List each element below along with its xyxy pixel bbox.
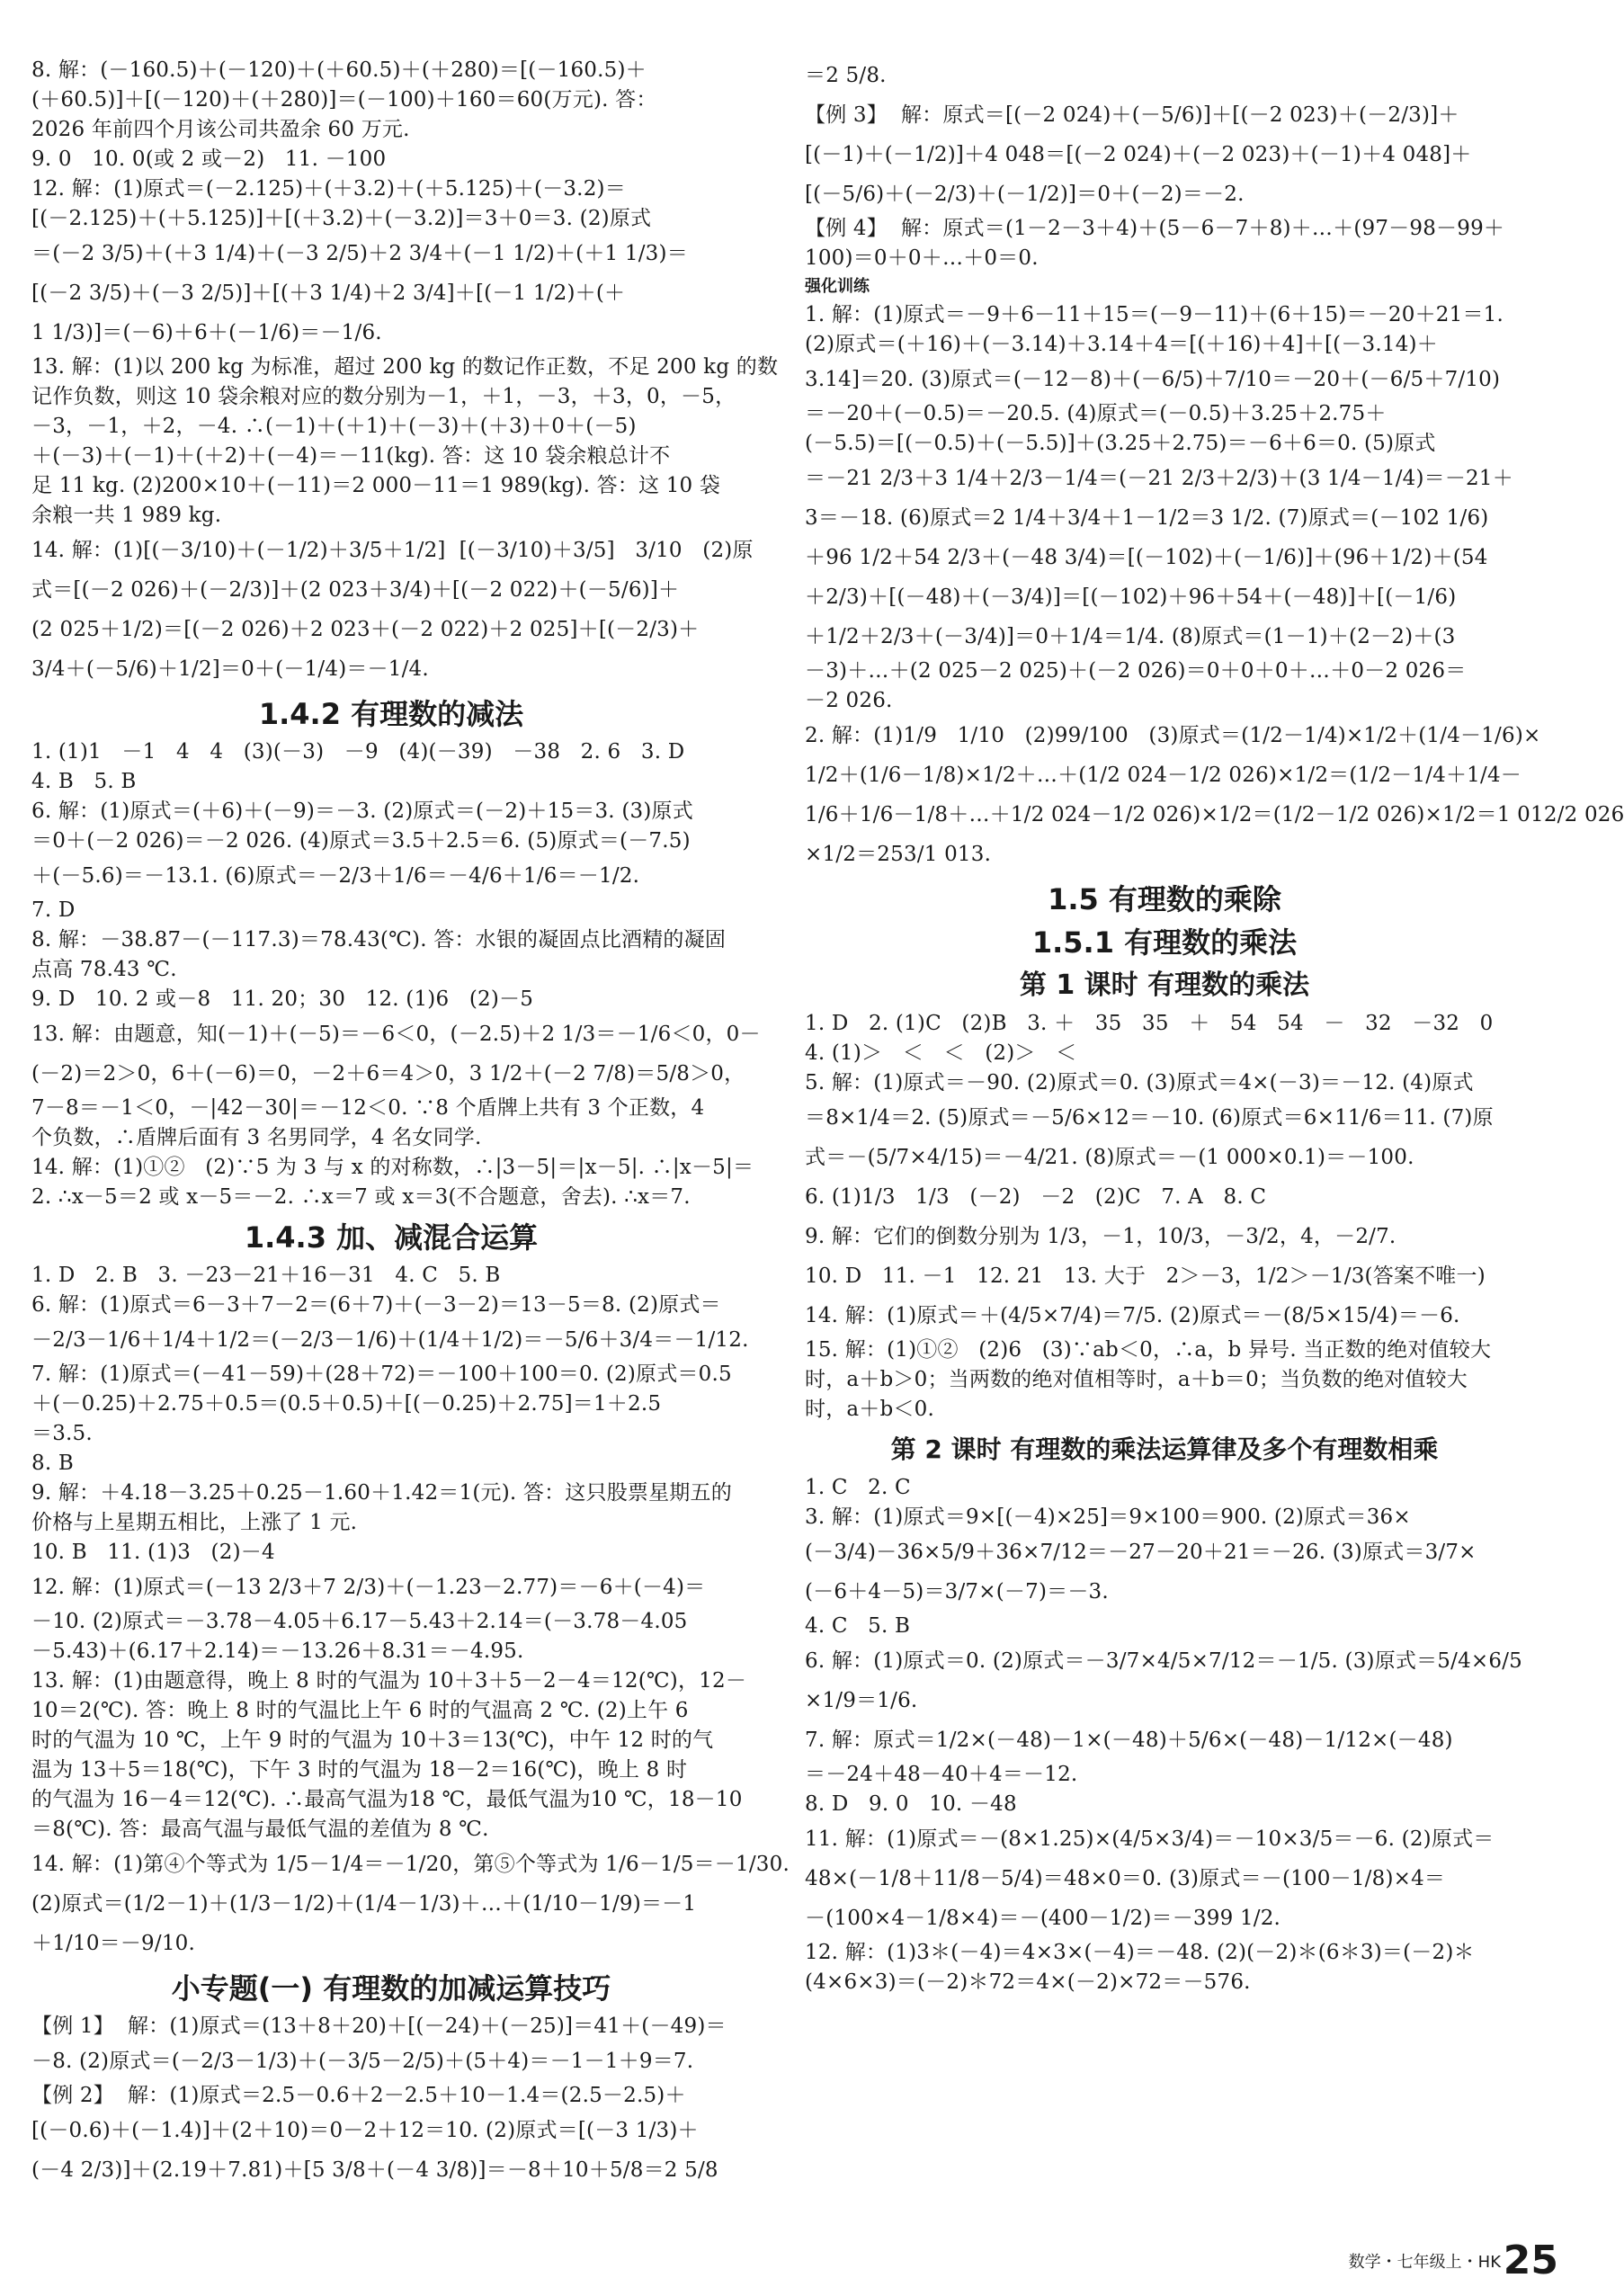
answer-line: 14. 解：(1)原式＝＋(4/5×7/4)＝7/5. (2)原式＝－(8/5×15/4)＝－6.	[805, 1304, 1460, 1327]
section-title-1-4-3: 1.4.3 加、减混合运算	[244, 1220, 539, 1255]
answer-line: ＝－24＋48－40＋4＝－12.	[805, 1763, 1078, 1786]
answer-line: 的气温为 16－4＝12(℃). ∴最高气温为18 ℃，最低气温为10 ℃，18－10	[31, 1788, 743, 1811]
answer-line: 足 11 kg. (2)200×10＋(－11)＝2 000－11＝1 989(kg). 答：这 10 袋	[31, 474, 721, 497]
answer-line: 3/4＋(－5/6)＋1/2]＝0＋(－1/4)＝－1/4.	[31, 657, 429, 681]
answer-line: 14. 解：(1)第④个等式为 1/5－1/4＝－1/20，第⑤个等式为 1/6－1/5＝－1/30.	[31, 1853, 790, 1876]
answer-line: 1/6＋1/6－1/8＋…＋1/2 024－1/2 026)×1/2＝(1/2－1/2 026)×1/2＝1 012/2 026	[805, 803, 1624, 826]
answer-line: 13. 解：(1)由题意得，晚上 8 时的气温为 10＋3＋5－2－4＝12(℃)，12－	[31, 1669, 747, 1693]
right-column	[805, 56, 1624, 1997]
answer-line: (－2)＝2＞0，6＋(－6)＝0，－2＋6＝4＞0，3 1/2＋(－2 7/8)＝5/8＞0，	[31, 1062, 745, 1085]
answer-line: 2. 解：(1)1/9 1/10 (2)99/100 (3)原式＝(1/2－1/4)×1/2＋(1/4－1/6)×	[805, 724, 1541, 747]
answer-line: 8. B	[31, 1452, 74, 1475]
answer-line: 7. 解：原式＝1/2×(－48)－1×(－48)＋5/6×(－48)－1/12×(－48)	[805, 1729, 1453, 1752]
answer-line: ＝8×1/4＝2. (5)原式＝－5/6×12＝－10. (6)原式＝6×11/6＝11. (7)原	[805, 1106, 1494, 1130]
section-title-1-4-2: 1.4.2 有理数的减法	[258, 697, 524, 731]
answer-line: 5. 解：(1)原式＝－90. (2)原式＝0. (3)原式＝4×(－3)＝－12. (4)原式	[805, 1071, 1474, 1094]
answer-line: －2/3－1/6＋1/4＋1/2＝(－2/3－1/6)＋(1/4＋1/2)＝－5/6＋3/4＝－1/12.	[31, 1328, 749, 1352]
lesson-title-1: 第 1 课时 有理数的乘法	[1019, 969, 1310, 1001]
answer-line: 6. (1)1/3 1/3 (－2) －2 (2)C 7. A 8. C	[805, 1185, 1267, 1209]
answer-line: 1. D 2. B 3. －23－21＋16－31 4. C 5. B	[31, 1264, 501, 1287]
answer-line: (2)原式＝(＋16)＋(－3.14)＋3.14＋4＝[(＋16)＋4]＋[(－3.14)＋	[805, 333, 1438, 356]
left-block-2	[31, 737, 761, 1212]
section-title-1-5: 1.5 有理数的乘除	[1048, 882, 1281, 916]
answer-line: 3＝－18. (6)原式＝2 1/4＋3/4＋1－1/2＝3 1/2. (7)原式＝(－102 1/6)	[805, 506, 1489, 530]
answer-line: [(－1)＋(－1/2)]＋4 048＝[(－2 024)＋(－2 023)＋(－1)＋4 048]＋	[805, 143, 1472, 166]
answer-line: 6. 解：(1)原式＝0. (2)原式＝－3/7×4/5×7/12＝－1/5. (3)原式＝5/4×6/5	[805, 1649, 1523, 1673]
answer-line: 【例 2】 解：(1)原式＝2.5－0.6＋2－2.5＋10－1.4＝(2.5－2.5)＋	[31, 2084, 686, 2107]
answer-line: 价格与上星期五相比，上涨了 1 元.	[31, 1511, 358, 1534]
answer-line: 3. 解：(1)原式＝9×[(－4)×25]＝9×100＝900. (2)原式＝36×	[805, 1505, 1411, 1529]
right-block-4	[805, 1473, 1524, 1997]
answer-line: 4. C 5. B	[805, 1614, 911, 1638]
answer-line: 100)＝0＋0＋…＋0＝0.	[805, 246, 1039, 270]
answer-line: －10. (2)原式＝－3.78－4.05＋6.17－5.43＋2.14＝(－3.78－4.05	[31, 1610, 688, 1633]
answer-line: ＋(－5.6)＝－13.1. (6)原式＝－2/3＋1/6＝－4/6＋1/6＝－1/2.	[31, 864, 640, 888]
answer-line: －3，－1，＋2，－4. ∴(－1)＋(＋1)＋(－3)＋(＋3)＋0＋(－5)	[31, 415, 637, 438]
answer-line: 1. 解：(1)原式＝－9＋6－11＋15＝(－9－11)＋(6＋15)＝－20＋21＝1.	[805, 303, 1504, 326]
right-block-1	[805, 56, 1524, 273]
answer-line: ×1/9＝1/6.	[805, 1689, 918, 1712]
answer-line: ＋(－0.25)＋2.75＋0.5＝(0.5＋0.5)＋[(－0.25)＋2.75]＝1＋2.5	[31, 1392, 662, 1416]
answer-line: ＋96 1/2＋54 2/3＋(－48 3/4)＝[(－102)＋(－1/6)]＋(96＋1/2)＋(54	[805, 546, 1488, 569]
answer-line: [(－5/6)＋(－2/3)＋(－1/2)]＝0＋(－2)＝－2.	[805, 183, 1245, 206]
answer-line: 7. D	[31, 898, 76, 922]
answer-line: (－5.5)＝[(－0.5)＋(－5.5)]＋(3.25＋2.75)＝－6＋6＝0. (5)原式	[805, 432, 1436, 455]
answer-line: 2. ∴x－5＝2 或 x－5＝－2. ∴x＝7 或 x＝3(不合题意，舍去). ∴x＝7.	[31, 1185, 691, 1209]
answer-line: 8. 解：－38.87－(－117.3)＝78.43(℃). 答：水银的凝固点比酒精的凝固	[31, 928, 727, 951]
answer-line: (－4 2/3)]＋(2.19＋7.81)＋[5 3/8＋(－4 3/8)]＝－8＋10＋5/8＝2 5/8	[31, 2158, 718, 2182]
answer-line: 10. D 11. －1 12. 21 13. 大于 2＞－3，1/2＞－1/3(答案不唯一)	[805, 1264, 1486, 1288]
answer-line: 3.14]＝20. (3)原式＝(－12－8)＋(－6/5)＋7/10＝－20＋(－6/5＋7/10)	[805, 368, 1501, 391]
answer-line: 13. 解：由题意，知(－1)＋(－5)＝－6＜0，(－2.5)＋2 1/3＝－1/6＜0，0－	[31, 1023, 761, 1046]
section-title-topic-1: 小专题(一) 有理数的加减运算技巧	[171, 1971, 611, 2006]
answer-line: －(100×4－1/8×4)＝－(400－1/2)＝－399 1/2.	[805, 1907, 1281, 1930]
answer-line: 记作负数，则这 10 袋余粮对应的数分别为－1，＋1，－3，＋3，0，－5，	[31, 385, 736, 408]
answer-line: 【例 3】 解：原式＝[(－2 024)＋(－5/6)]＋[(－2 023)＋(－2/3)]＋	[805, 103, 1459, 127]
answer-line: ＋1/2＋2/3＋(－3/4)]＝0＋1/4＝1/4. (8)原式＝(1－1)＋(2－2)＋(3	[805, 625, 1456, 648]
answer-line: 9. 0 10. 0(或 2 或－2) 11. －100	[31, 147, 387, 171]
answer-line: 温为 13＋5＝18(℃)，下午 3 时的气温为 18－2＝16(℃)，晚上 8 时	[31, 1758, 688, 1782]
answer-line: 2026 年前四个月该公司共盈余 60 万元.	[31, 118, 410, 141]
answer-line: 13. 解：(1)以 200 kg 为标准，超过 200 kg 的数记作正数，不足 200 kg 的数	[31, 355, 779, 379]
answer-line: [(－2 3/5)＋(－3 2/5)]＋[(＋3 1/4)＋2 3/4]＋[(－1 1/2)＋(＋	[31, 281, 626, 305]
answer-line: 7－8＝－1＜0，－|42－30|＝－12＜0. ∵8 个盾牌上共有 3 个正数，4	[31, 1096, 705, 1120]
answer-line: 时，a＋b＜0.	[805, 1398, 934, 1421]
answer-line: 7. 解：(1)原式＝(－41－59)＋(28＋72)＝－100＋100＝0. (2)原式＝0.5	[31, 1362, 732, 1386]
answer-line: 【例 4】 解：原式＝(1－2－3＋4)＋(5－6－7＋8)＋…＋(97－98－99＋	[805, 217, 1505, 240]
answer-line: 15. 解：(1)①② (2)6 (3)∵ab＜0，∴a，b 异号. 当正数的绝对值较大	[805, 1338, 1492, 1362]
section-title-1-5-1: 1.5.1 有理数的乘法	[1031, 925, 1298, 960]
left-column	[31, 56, 790, 2190]
answer-line: 时，a＋b＞0；当两数的绝对值相等时，a＋b＝0；当负数的绝对值较大	[805, 1368, 1468, 1391]
answer-line: ＝8(℃). 答：最高气温与最低气温的差值为 8 ℃.	[31, 1818, 489, 1841]
answer-line: －8. (2)原式＝(－2/3－1/3)＋(－3/5－2/5)＋(5＋4)＝－1－1＋9＝7.	[31, 2050, 694, 2073]
answer-line: 6. 解：(1)原式＝(＋6)＋(－9)＝－3. (2)原式＝(－2)＋15＝3. (3)原式	[31, 800, 693, 823]
answer-line: 10＝2(℃). 答：晚上 8 时的气温比上午 6 时的气温高 2 ℃. (2)上午 6	[31, 1699, 689, 1722]
answer-line: 1. D 2. (1)C (2)B 3. ＋ 35 35 ＋ 54 54 － 32 －32 0	[805, 1012, 1494, 1035]
answer-line: 8. D 9. 0 10. －48	[805, 1792, 1017, 1816]
answer-line: (－6＋4－5)＝3/7×(－7)＝－3.	[805, 1580, 1109, 1604]
right-block-3	[805, 1009, 1524, 1425]
answer-line: 1 1/3)]＝(－6)＋6＋(－1/6)＝－1/6.	[31, 321, 382, 344]
answer-line: 14. 解：(1)①② (2)∵5 为 3 与 x 的对称数，∴|3－5|＝|x－5|. ∴|x－5|＝	[31, 1156, 754, 1179]
answer-line: 48×(－1/8＋11/8－5/4)＝48×0＝0. (3)原式＝－(100－1/8)×4＝	[805, 1867, 1446, 1890]
answer-line: 1/2＋(1/6－1/8)×1/2＋…＋(1/2 024－1/2 026)×1/2＝(1/2－1/4＋1/4－	[805, 764, 1521, 787]
answer-line: 9. 解：＋4.18－3.25＋0.25－1.60＋1.42＝1(元). 答：这只股票星期五的	[31, 1481, 732, 1505]
answer-line: 11. 解：(1)原式＝－(8×1.25)×(4/5×3/4)＝－10×3/5＝－6. (2)原式＝	[805, 1827, 1495, 1851]
answer-line: 6. 解：(1)原式＝6－3＋7－2＝(6＋7)＋(－3－2)＝13－5＝8. (2)原式＝	[31, 1293, 721, 1317]
answer-line: ＋(－3)＋(－1)＋(＋2)＋(－4)＝－11(kg). 答：这 10 袋余粮总计不	[31, 444, 671, 468]
answer-line: 12. 解：(1)原式＝(－13 2/3＋7 2/3)＋(－1.23－2.77)＝－6＋(－4)＝	[31, 1576, 706, 1599]
answer-line: 个负数，∴盾牌后面有 3 名男同学，4 名女同学.	[31, 1126, 482, 1149]
answer-line: ＝(－2 3/5)＋(＋3 1/4)＋(－3 2/5)＋2 3/4＋(－1 1/2)＋(＋1 1/3)＝	[31, 242, 688, 265]
answer-line: 10. B 11. (1)3 (2)－4	[31, 1541, 275, 1564]
answer-line: 时的气温为 10 ℃，上午 9 时的气温为 10＋3＝13(℃)，中午 12 时的气	[31, 1729, 714, 1752]
left-block-4	[31, 2012, 751, 2190]
answer-line: 9. D 10. 2 或－8 11. 20；30 12. (1)6 (2)－5	[31, 987, 534, 1011]
answer-line: ＋1/10＝－9/10.	[31, 1932, 196, 1955]
answer-line: [(－2.125)＋(＋5.125)]＋[(＋3.2)＋(－3.2)]＝3＋0＝3. (2)原式	[31, 207, 652, 230]
answer-line: ×1/2＝253/1 013.	[805, 843, 992, 866]
lesson-title-2: 第 2 课时 有理数的乘法运算律及多个有理数相乘	[890, 1434, 1439, 1464]
answer-line: －3)＋…＋(2 025－2 025)＋(－2 026)＝0＋0＋0＋…＋0－2 026＝	[805, 659, 1467, 683]
answer-line: 4. B 5. B	[31, 770, 137, 793]
answer-line: (－3/4)－36×5/9＋36×7/12＝－27－20＋21＝－26. (3)原式＝3/7×	[805, 1541, 1477, 1564]
answer-line: 12. 解：(1)3＊(－4)＝4×3×(－4)＝－48. (2)(－2)＊(6＊3)＝(－2)＊	[805, 1941, 1475, 1964]
answer-line: ＝－20＋(－0.5)＝－20.5. (4)原式＝(－0.5)＋3.25＋2.75＋	[805, 402, 1387, 425]
answer-line: －5.43)＋(6.17＋2.14)＝－13.26＋8.31＝－4.95.	[31, 1639, 524, 1663]
answer-line: ＝0＋(－2 026)＝－2 026. (4)原式＝3.5＋2.5＝6. (5)原式＝(－7.5)	[31, 829, 691, 853]
answer-line: (4×6×3)＝(－2)＊72＝4×(－2)×72＝－576.	[805, 1970, 1251, 1994]
answer-line: 点高 78.43 ℃.	[31, 958, 177, 981]
left-block-3	[31, 1261, 790, 1963]
subtitle-strengthen: 强化训练	[805, 277, 870, 296]
answer-line: (＋60.5)]＋[(－120)＋(＋280)]＝(－100)＋160＝60(万元). 答：	[31, 88, 657, 112]
answer-line: (2)原式＝(1/2－1)＋(1/3－1/2)＋(1/4－1/3)＋…＋(1/10－1/9)＝－1	[31, 1892, 697, 1916]
answer-line: 余粮一共 1 989 kg.	[31, 504, 222, 527]
answer-line: ＝－21 2/3＋3 1/4＋2/3－1/4＝(－21 2/3＋2/3)＋(3 1/4－1/4)＝－21＋	[805, 467, 1513, 490]
right-block-2	[805, 300, 1624, 874]
answer-line: 1. C 2. C	[805, 1476, 911, 1499]
left-block-1	[31, 56, 779, 689]
answer-line: (2 025＋1/2)＝[(－2 026)＋2 023＋(－2 022)＋2 025]＋[(－2/3)＋	[31, 618, 700, 641]
answer-line: ＋2/3)＋[(－48)＋(－3/4)]＝[(－102)＋96＋54＋(－48)]＋[(－1/6)	[805, 585, 1457, 609]
page-number: 25	[1503, 2238, 1558, 2283]
answer-line: 9. 解：它们的倒数分别为 1/3，－1，10/3，－3/2，4，－2/7.	[805, 1225, 1396, 1248]
answer-line: ＝2 5/8.	[805, 64, 887, 87]
answer-line: 【例 1】 解：(1)原式＝(13＋8＋20)＋[(－24)＋(－25)]＝41＋(－49)＝	[31, 2015, 727, 2038]
answer-line: [(－0.6)＋(－1.4)]＋(2＋10)＝0－2＋12＝10. (2)原式＝[(－3 1/3)＋	[31, 2119, 699, 2142]
answer-line: 式＝[(－2 026)＋(－2/3)]＋(2 023＋3/4)＋[(－2 022)＋(－5/6)]＋	[31, 578, 680, 602]
answer-line: 12. 解：(1)原式＝(－2.125)＋(＋3.2)＋(＋5.125)＋(－3.2)＝	[31, 177, 626, 201]
answer-line: ＝3.5.	[31, 1422, 93, 1445]
answer-line: 14. 解：(1)[(－3/10)＋(－1/2)＋3/5＋1/2] [(－3/10)＋3/5] 3/10 (2)原	[31, 539, 754, 562]
answer-line: －2 026.	[805, 689, 893, 712]
answer-line: 式＝－(5/7×4/15)＝－4/21. (8)原式＝－(1 000×0.1)＝－100.	[805, 1146, 1414, 1169]
footer-label: 数学・七年级上・HK	[1348, 2253, 1501, 2272]
answer-line: 1. (1)1 －1 4 4 (3)(－3) －9 (4)(－39) －38 2. 6 3. D	[31, 740, 685, 764]
answer-line: 8. 解：(－160.5)＋(－120)＋(＋60.5)＋(＋280)＝[(－160.5)＋	[31, 58, 647, 82]
answer-line: 4. (1)＞ ＜ ＜ (2)＞ ＜	[805, 1041, 1077, 1065]
